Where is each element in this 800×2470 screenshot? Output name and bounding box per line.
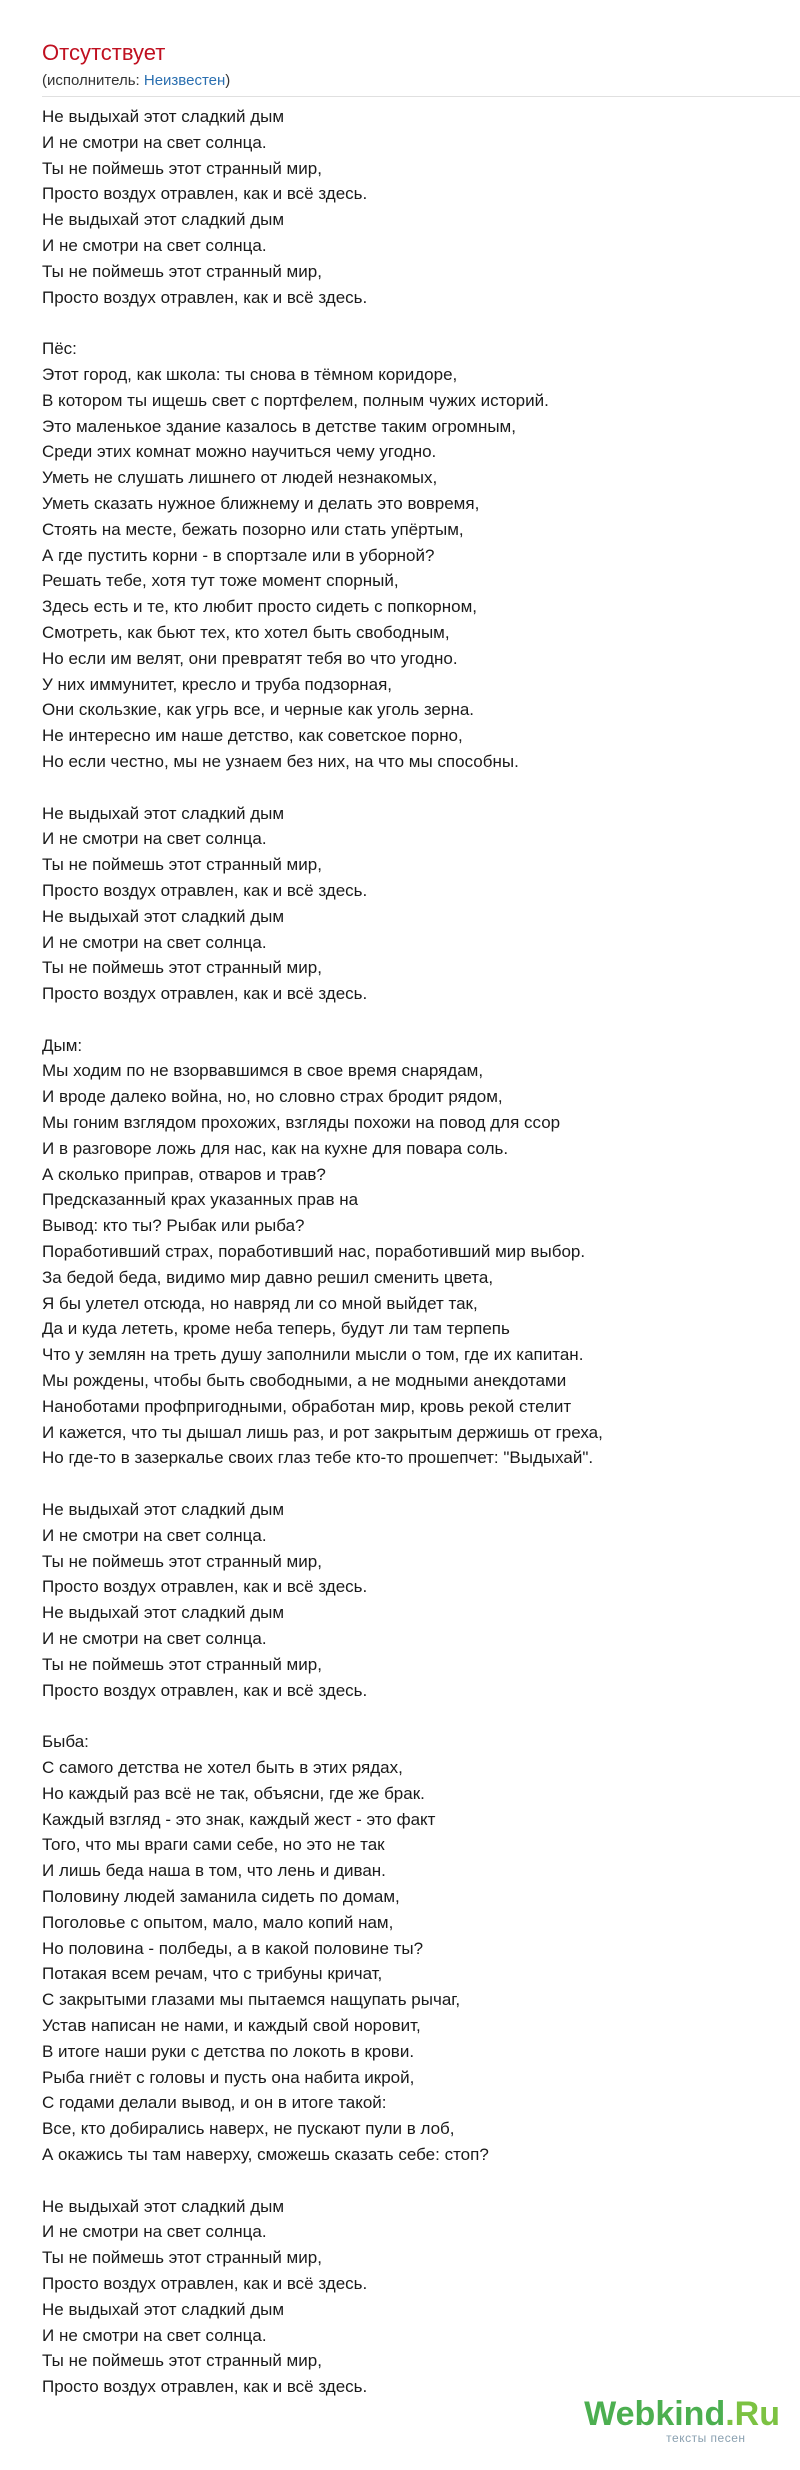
lyrics-line: И не смотри на свет солнца.	[42, 1629, 267, 1649]
lyrics-line: Дым:	[42, 1035, 83, 1055]
lyrics-line: Это маленькое здание казалось в детстве таким огромным,	[42, 416, 516, 436]
lyrics-line: С закрытыми глазами мы пытаемся нащупать рычаг,	[42, 1990, 461, 2010]
lyrics-verse	[42, 336, 782, 775]
lyrics-line: Не выдыхай этот сладкий дым	[42, 803, 285, 823]
lyrics-line: А где пустить корни - в спортзале или в уборной?	[42, 545, 435, 565]
lyrics-line: Потакая всем речам, что с трибуны кричат,	[42, 1964, 383, 1984]
lyrics-line: И не смотри на свет солнца.	[42, 2325, 267, 2345]
lyrics-line: Уметь сказать нужное ближнему и делать это вовремя,	[42, 493, 480, 513]
lyrics-line: Не выдыхай этот сладкий дым	[42, 1603, 285, 1623]
lyrics-line: Ты не поймешь этот странный мир,	[42, 1654, 322, 1674]
lyrics-line: Здесь есть и те, кто любит просто сидеть с попкорном,	[42, 597, 478, 617]
lyrics-line: Каждый взгляд - это знак, каждый жест - это факт	[42, 1809, 436, 1829]
lyrics-line: Не выдыхай этот сладкий дым	[42, 906, 285, 926]
lyrics-line: Поголовье с опытом, мало, мало копий нам,	[42, 1912, 394, 1932]
lyrics-line: Ты не поймешь этот странный мир,	[42, 2248, 322, 2268]
lyrics-line: За бедой беда, видимо мир давно решил сменить цвета,	[42, 1267, 494, 1287]
lyrics-line: Они скользкие, как угрь все, и черные как уголь зерна.	[42, 700, 475, 720]
lyrics-verse	[42, 1729, 782, 2168]
lyrics-line: Ты не поймешь этот странный мир,	[42, 958, 322, 978]
lyrics-line: Половину людей заманила сидеть по домам,	[42, 1886, 400, 1906]
lyrics-line: Просто воздух отравлен, как и всё здесь.	[42, 1680, 368, 1700]
lyrics-body	[42, 104, 782, 2426]
lyrics-line: С самого детства не хотел быть в этих рядах,	[42, 1758, 403, 1777]
lyrics-line: Но если честно, мы не узнаем без них, на что мы способны.	[42, 751, 519, 771]
lyrics-verse	[42, 801, 782, 1007]
lyrics-verse	[42, 2194, 782, 2400]
lyrics-line: Предсказанный крах указанных прав на	[42, 1190, 359, 1210]
lyrics-line: Среди этих комнат можно научиться чему угодно.	[42, 442, 437, 462]
lyrics-line: Просто воздух отравлен, как и всё здесь.	[42, 2377, 368, 2397]
artist-suffix: )	[225, 72, 231, 89]
lyrics-line: Устав написан не нами, и каждый свой норовит,	[42, 2015, 421, 2035]
lyrics-line: Просто воздух отравлен, как и всё здесь.	[42, 1577, 368, 1597]
lyrics-line: И не смотри на свет солнца.	[42, 1525, 267, 1545]
song-title: Отсутствует	[42, 40, 166, 65]
lyrics-line: Ты не поймешь этот странный мир,	[42, 855, 322, 875]
lyrics-line: Ты не поймешь этот странный мир,	[42, 2351, 322, 2371]
lyrics-line: Уметь не слушать лишнего от людей незнакомых,	[42, 468, 438, 488]
logo-wordmark	[584, 2395, 780, 2433]
lyrics-line: И не смотри на свет солнца.	[42, 2222, 267, 2242]
lyrics-line: Ты не поймешь этот странный мир,	[42, 1551, 322, 1571]
lyrics-line: У них иммунитет, кресло и труба подзорная,	[42, 674, 393, 694]
lyrics-line: Не выдыхай этот сладкий дым	[42, 2299, 285, 2319]
logo-main-text: Webkind	[584, 2395, 726, 2433]
lyrics-line: Все, кто добирались наверх, не пускают пули в лоб,	[42, 2119, 455, 2139]
lyrics-line: И не смотри на свет солнца.	[42, 829, 267, 849]
lyrics-line: Просто воздух отравлен, как и всё здесь.	[42, 2273, 368, 2293]
lyrics-verse	[42, 104, 782, 310]
lyrics-line: Просто воздух отравлен, как и всё здесь.	[42, 184, 368, 204]
lyrics-line: Не выдыхай этот сладкий дым	[42, 107, 285, 126]
lyrics-line: Вывод: кто ты? Рыбак или рыба?	[42, 1216, 305, 1236]
lyrics-line: Не выдыхай этот сладкий дым	[42, 1500, 285, 1520]
lyrics-line: И лишь беда наша в том, что лень и диван.	[42, 1861, 386, 1881]
lyrics-line: Этот город, как школа: ты снова в тёмном коридоре,	[42, 364, 458, 384]
lyrics-line: Мы рождены, чтобы быть свободными, а не модными анекдотами	[42, 1371, 567, 1391]
lyrics-line: Просто воздух отравлен, как и всё здесь.	[42, 880, 368, 900]
lyrics-line: Что у землян на треть душу заполнили мысли о том, где их капитан.	[42, 1345, 584, 1365]
lyrics-line: Не выдыхай этот сладкий дым	[42, 210, 285, 230]
lyrics-line: И не смотри на свет солнца.	[42, 235, 267, 255]
lyrics-line: И вроде далеко война, но, но словно страх бродит рядом,	[42, 1087, 503, 1107]
lyrics-line: И не смотри на свет солнца.	[42, 132, 267, 152]
lyrics-line: Того, что мы враги сами себе, но это не так	[42, 1835, 385, 1855]
lyrics-line: И кажется, что ты дышал лишь раз, и рот закрытым держишь от греха,	[42, 1422, 603, 1442]
logo-tld: .Ru	[725, 2395, 780, 2433]
artist-prefix: (исполнитель:	[42, 72, 144, 89]
lyrics-line: И не смотри на свет солнца.	[42, 932, 267, 952]
lyrics-line: Поработивший страх, поработивший нас, поработивший мир выбор.	[42, 1242, 586, 1262]
lyrics-line: Не выдыхай этот сладкий дым	[42, 2196, 285, 2216]
song-header	[42, 40, 230, 92]
lyrics-line: Я бы улетел отсюда, но навряд ли со мной выйдет так,	[42, 1293, 478, 1313]
lyrics-line: В итоге наши руки с детства по локоть в крови.	[42, 2041, 415, 2061]
lyrics-line: Но если им велят, они превратят тебя во что угодно.	[42, 648, 458, 668]
lyrics-line: В котором ты ищешь свет с портфелем, полным чужих историй.	[42, 390, 549, 410]
lyrics-line: Мы ходим по не взорвавшимся в свое время снарядам,	[42, 1061, 484, 1081]
lyrics-line: Смотреть, как бьют тех, кто хотел быть свободным,	[42, 622, 450, 642]
lyrics-line: Рыба гниёт с головы и пусть она набита икрой,	[42, 2067, 415, 2087]
header-divider	[42, 96, 800, 97]
lyrics-verse	[42, 1497, 782, 1703]
lyrics-line: Не интересно им наше детство, как советское порно,	[42, 726, 463, 746]
artist-line	[42, 70, 230, 92]
lyrics-line: Но где-то в зазеркалье своих глаз тебе кто-то прошепчет: "Выдыхай".	[42, 1448, 594, 1468]
lyrics-verse	[42, 1033, 782, 1472]
lyrics-line: Наноботами профпригодными, обработан мир, кровь рекой стелит	[42, 1396, 572, 1416]
site-logo[interactable]	[584, 2395, 780, 2445]
lyrics-line: Просто воздух отравлен, как и всё здесь.	[42, 984, 368, 1004]
lyrics-line: С годами делали вывод, и он в итоге такой:	[42, 2093, 387, 2113]
lyrics-line: А окажись ты там наверху, сможешь сказать себе: стоп?	[42, 2144, 489, 2164]
lyrics-line: Ты не поймешь этот странный мир,	[42, 158, 322, 178]
artist-link[interactable]: Неизвестен	[143, 72, 226, 89]
lyrics-line: А сколько приправ, отваров и трав?	[42, 1164, 326, 1184]
lyrics-line: И в разговоре ложь для нас, как на кухне для повара соль.	[42, 1138, 509, 1158]
lyrics-line: Просто воздух отравлен, как и всё здесь.	[42, 287, 368, 307]
lyrics-line: Но каждый раз всё не так, объясни, где же брак.	[42, 1783, 425, 1803]
lyrics-line: Быба:	[42, 1732, 89, 1752]
lyrics-line: Мы гоним взглядом прохожих, взгляды похожи на повод для ссор	[42, 1113, 561, 1133]
lyrics-line: Решать тебе, хотя тут тоже момент спорный,	[42, 571, 399, 591]
lyrics-line: Стоять на месте, бежать позорно или стать упёртым,	[42, 519, 464, 539]
lyrics-line: Да и куда лететь, кроме неба теперь, будут ли там терпепь	[42, 1319, 510, 1339]
lyrics-line: Но половина - полбеды, а в какой половине ты?	[42, 1938, 424, 1958]
lyrics-line: Пёс:	[42, 339, 77, 359]
lyrics-line: Ты не поймешь этот странный мир,	[42, 261, 322, 281]
logo-tagline: тексты песен	[666, 2431, 746, 2445]
